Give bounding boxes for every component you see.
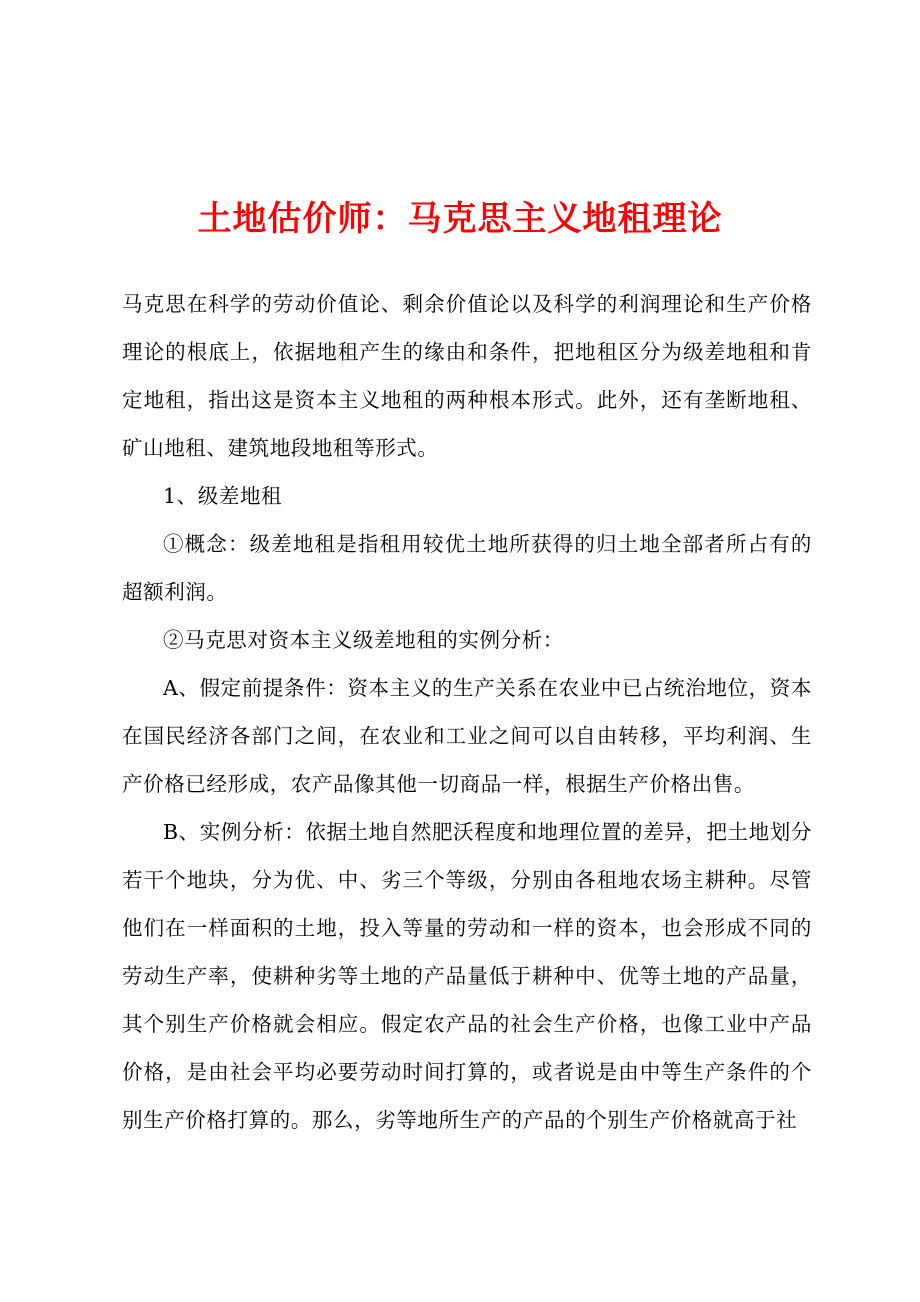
paragraph-concept: ①概念：级差地租是指租用较优土地所获得的归土地全部者所占有的超额利润。 xyxy=(122,532,812,604)
document-body xyxy=(122,280,812,1144)
paragraph-analysis-heading: ②马克思对资本主义级差地租的实例分析： xyxy=(163,628,564,652)
paragraph-intro: 马克思在科学的劳动价值论、剩余价值论以及科学的利润理论和生产价格理论的根底上，依据地租产生的缘由和条件，把地租区分为级差地租和肯定地租，指出这是资本主义地租的两种根本形式。此外，还有垄断地租、矿山地租、建筑地段地租等形式。 xyxy=(122,292,812,460)
section-heading-differential-rent: 1、级差地租 xyxy=(163,484,283,508)
document-title: 土地估价师：马克思主义地租理论 xyxy=(197,199,723,239)
paragraph-assumptions: A、假定前提条件：资本主义的生产关系在农业中已占统治地位，资本在国民经济各部门之间，在农业和工业之间可以自由转移，平均利润、生产价格已经形成，农产品像其他一切商品一样，根据生产价格出售。 xyxy=(122,676,812,796)
paragraph-example-analysis: B、实例分析：依据土地自然肥沃程度和地理位置的差异，把土地划分若干个地块，分为优、中、劣三个等级，分别由各租地农场主耕种。尽管他们在一样面积的土地，投入等量的劳动和一样的资本，也会形成不同的劳动生产率，使耕种劣等土地的产品量低于耕种中、优等土地的产品量，其个别生产价格就会相应。假定农产品的社会生产价格，也像工业中产品价格，是由社会平均必要劳动时间打算的，或者说是由中等生产条件的个别生产价格打算的。那么，劣等地所生产的产品的个别生产价格就高于社 xyxy=(122,820,812,1132)
